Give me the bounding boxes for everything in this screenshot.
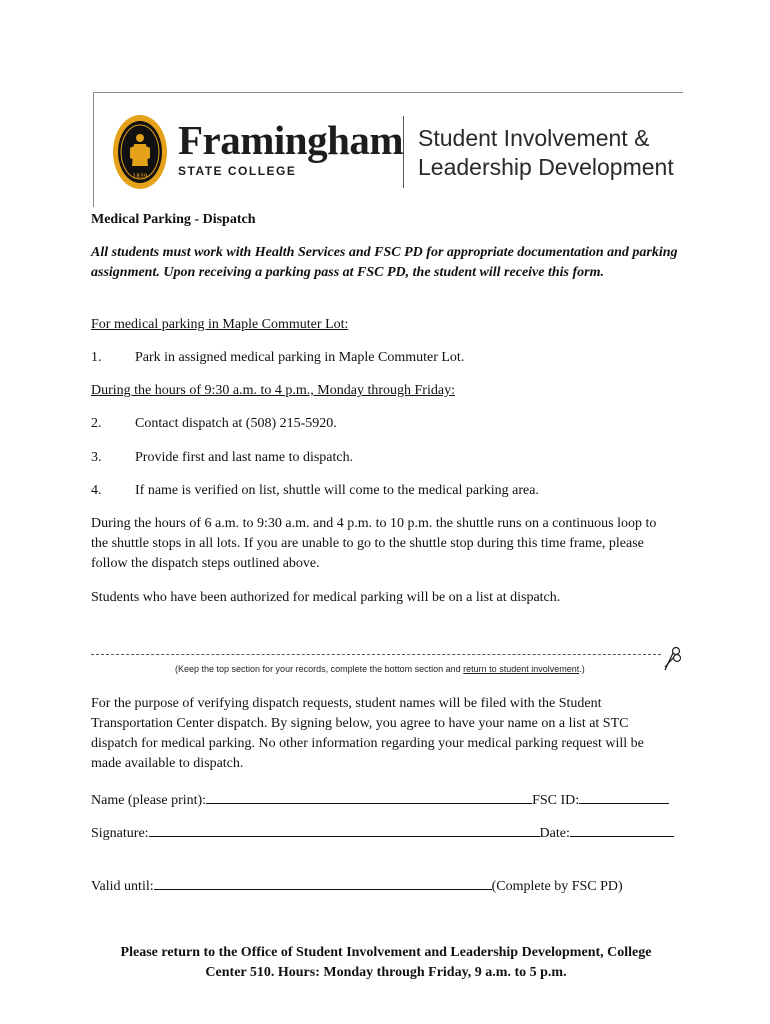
- return-link: return to student involvement: [463, 664, 580, 674]
- valid-row: [91, 875, 623, 897]
- fscid-field[interactable]: [579, 789, 669, 804]
- signature-row: [91, 822, 674, 844]
- fscid-label: FSC ID:: [532, 793, 580, 808]
- brand-divider: [403, 116, 404, 188]
- cut-line: [91, 654, 661, 655]
- footer-line1: Please return to the Office of Student Involvement and Leadership Development, College: [120, 945, 652, 960]
- step-number: 1.: [91, 350, 102, 365]
- department-line1: Student Involvement &: [418, 125, 650, 151]
- signature-field[interactable]: [149, 822, 540, 837]
- keep-note-text: (Keep the top section for your records, complete the bottom section and: [175, 664, 464, 674]
- signature-label: Signature:: [91, 826, 149, 841]
- intro-paragraph: All students must work with Health Services and FSC PD for appropriate documentation and parking assignment. Upon receiving a parking pass at FSC PD, the student will receive this form.: [91, 245, 678, 280]
- step-number: 4.: [91, 483, 102, 498]
- name-label: Name (please print):: [91, 793, 207, 808]
- college-wordmark: [178, 118, 403, 178]
- college-subtitle: STATE COLLEGE: [178, 164, 297, 178]
- return-instructions: [91, 943, 681, 983]
- date-label: Date:: [539, 826, 570, 841]
- name-row: [91, 789, 669, 811]
- scissors-icon: [662, 646, 682, 672]
- step-text: Contact dispatch at (508) 215-5920.: [135, 416, 337, 431]
- header-frame-left: [93, 92, 94, 207]
- name-field[interactable]: [206, 789, 532, 804]
- valid-note: (Complete by FSC PD): [491, 879, 623, 894]
- authorized-note: Students who have been authorized for medical parking will be on a list at dispatch.: [91, 590, 561, 605]
- keep-note-end: .): [579, 664, 585, 674]
- keep-top-note: [175, 664, 585, 674]
- college-seal-icon: [112, 114, 168, 190]
- maple-lot-heading: For medical parking in Maple Commuter Lot:: [91, 317, 349, 332]
- college-name: Framingham: [178, 117, 404, 163]
- purpose-paragraph: For the purpose of verifying dispatch requests, student names will be filed with the Student Transportation Center dispatch. By signing below, you agree to have your name on a list at STC dispatch for medical parking. No other information regarding your medical parking request will be made available to dispatch.: [91, 696, 644, 771]
- step-text: Park in assigned medical parking in Maple Commuter Lot.: [135, 350, 465, 365]
- step-text: Provide first and last name to dispatch.: [135, 450, 354, 465]
- seal-year: 1839: [132, 173, 148, 180]
- hours-heading: During the hours of 9:30 a.m. to 4 p.m., Monday through Friday:: [91, 383, 455, 398]
- valid-label: Valid until:: [91, 879, 154, 894]
- valid-until-field[interactable]: [154, 875, 492, 890]
- form-title: Medical Parking - Dispatch: [91, 212, 256, 227]
- header-frame-top: [93, 92, 683, 93]
- date-field[interactable]: [570, 822, 674, 837]
- step-text: If name is verified on list, shuttle will come to the medical parking area.: [135, 483, 539, 498]
- department-line2: Leadership Development: [418, 154, 674, 180]
- shuttle-note: During the hours of 6 a.m. to 9:30 a.m. and 4 p.m. to 10 p.m. the shuttle runs on a continuous loop to the shuttle stops in all lots. If you are unable to go to the shuttle stop during this time frame, please follow the dispatch steps outlined above.: [91, 516, 657, 571]
- footer-line2: Center 510. Hours: Monday through Friday, 9 a.m. to 5 p.m.: [205, 965, 567, 980]
- step-number: 2.: [91, 416, 102, 431]
- department-name: [418, 124, 674, 182]
- step-number: 3.: [91, 450, 102, 465]
